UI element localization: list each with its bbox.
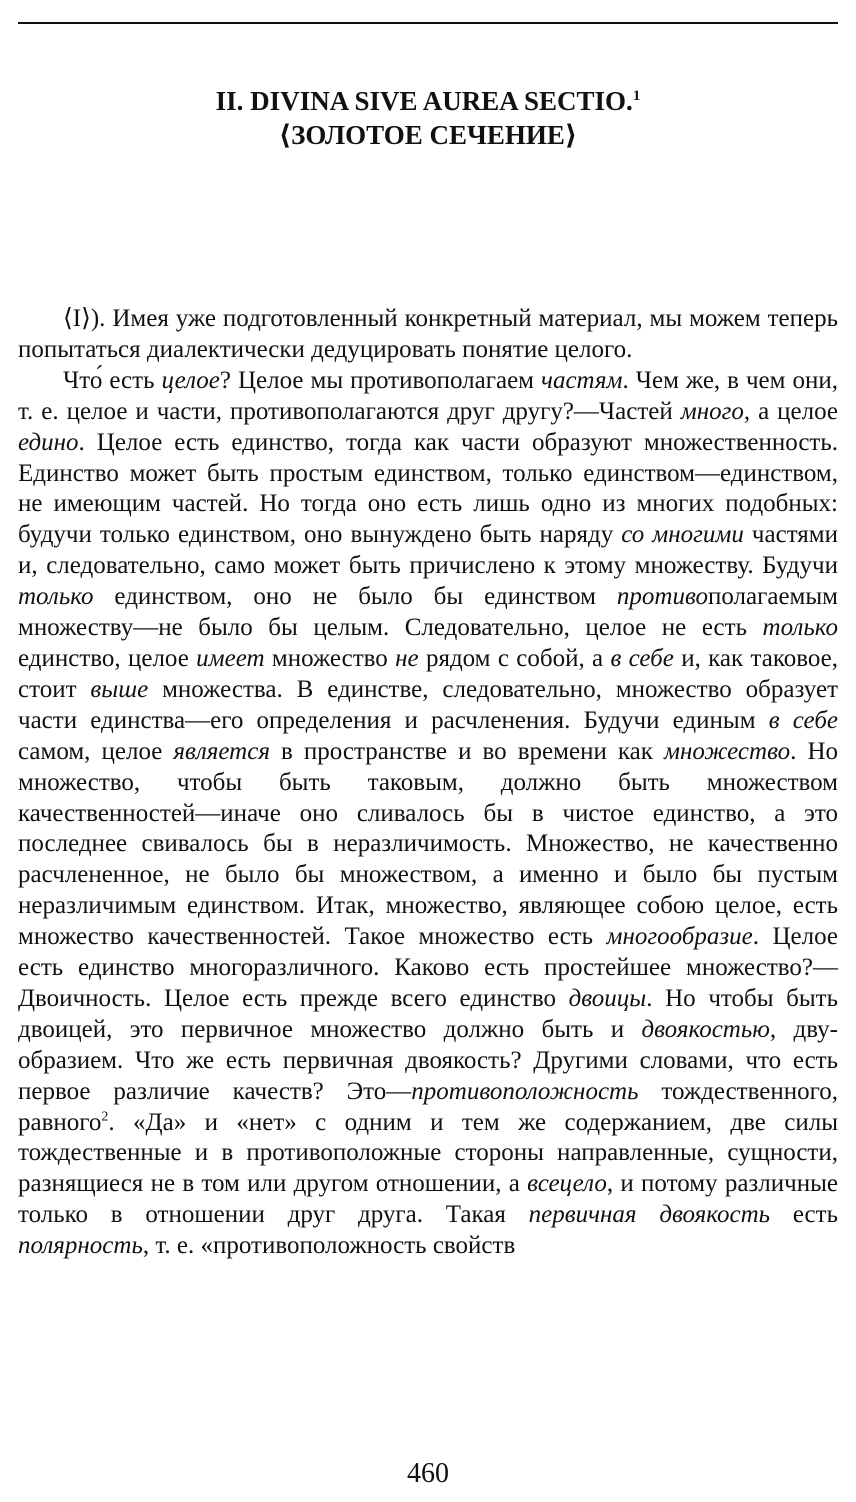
emphasized-text: в себе: [768, 706, 838, 734]
chapter-title-latin: II. DIVINA SIVE AUREA SECTIO.: [215, 86, 633, 116]
text-run: и, как таковое, стоит: [18, 644, 838, 703]
text-run: множество: [264, 644, 396, 672]
emphasized-text: много: [680, 397, 744, 425]
emphasized-text: многообразие: [606, 923, 753, 951]
emphasized-text: выше: [90, 675, 149, 703]
text-run: ⟨I⟩). Имея уже подготовленный конкретный материал, мы можем теперь попытаться диалектически дедуцировать понятие целого.: [18, 305, 838, 363]
emphasized-text: полярность: [18, 1232, 143, 1260]
text-run: . Целое есть единство, тогда как части образуют множественность. Единство может быть простым единством, только единством—единством, не имеющим частей. Но тогда оно есть лишь одно из многих подобных: будучи только единством, оно вынуждено быть наряду: [18, 428, 838, 549]
paragraph: [18, 366, 838, 1262]
emphasized-text: только: [18, 583, 94, 611]
text-run: Что́ есть: [63, 366, 162, 394]
text-run: . Чем же, в чем они, т. е. целое и части, противополагаются друг другу?—Частей: [18, 366, 838, 425]
text-run: . Целое есть единство многоразличного. Каково есть простейшее множество?—Двоичность. Целое есть прежде всего единство: [18, 923, 838, 1012]
text-run: есть: [770, 1201, 838, 1229]
emphasized-text: противоположность: [411, 1077, 639, 1105]
text-run: , дву-образием. Что же есть первичная двоякость? Другими словами, что есть первое различие качеств? Это—: [18, 1015, 838, 1105]
emphasized-text: не: [395, 644, 419, 672]
body-text: [18, 304, 838, 1262]
chapter-title-line2: ⟨ЗОЛОТОЕ СЕЧЕНИЕ⟩: [278, 120, 578, 150]
emphasized-text: множество: [664, 737, 791, 765]
emphasized-text: двоицы: [568, 984, 647, 1012]
chapter-heading: [18, 84, 838, 152]
emphasized-text: первичная двоякость: [528, 1201, 771, 1229]
text-run: . Но множество, чтобы быть таковым, должно быть множеством качественностей—иначе оно сливалось бы в чистое единство, а это последнее свивалось бы в неразличимость. Множество, не качественно расчлененное, не было бы множеством, а именно и было бы пустым неразличимым единством. Итак, множество, являющее собою целое, есть множество качественностей. Такое множество есть: [18, 737, 838, 951]
emphasized-text: в себе: [610, 644, 674, 672]
emphasized-text: имеет: [196, 644, 265, 672]
emphasized-text: двоякостью: [641, 1015, 770, 1043]
top-rule: [18, 22, 838, 24]
text-run: в пространстве и во времени как: [269, 737, 664, 765]
text-run: единством, оно не было бы единством: [93, 583, 617, 611]
emphasized-text: противо: [616, 583, 708, 611]
text-run: множества. В единстве, следовательно, множество образует части единства—его определения и расчленения. Будучи единым: [18, 675, 838, 734]
text-run: тождественного, равного: [18, 1077, 838, 1136]
text-run: единство, целое: [18, 644, 197, 672]
emphasized-text: целое: [161, 366, 220, 394]
text-run: ? Целое мы противополагаем: [219, 366, 542, 394]
chapter-title-line1: [18, 84, 838, 118]
text-run: частями и, следовательно, само может быть причислено к этому множеству. Будучи: [18, 521, 838, 580]
emphasized-text: только: [762, 614, 838, 642]
text-run: . Но чтобы быть двоицей, это первичное множество должно быть и: [18, 984, 838, 1043]
text-run: , и потому различные только в отношении друг друга. Такая: [18, 1170, 838, 1229]
text-run: , а целое: [743, 397, 838, 425]
emphasized-text: едино: [18, 428, 79, 456]
text-run: , т. е. «противоположность свойств: [142, 1232, 516, 1260]
emphasized-text: со многими: [621, 521, 744, 549]
footnote-mark: 1: [632, 88, 641, 104]
footnote-mark: 2: [101, 1109, 109, 1125]
text-run: . «Да» и «нет» с одним и тем же содержанием, две силы тождественные и в противоположные стороны направленные, сущности, разнящиеся не в том или другом отношении, а: [18, 1108, 838, 1198]
text-run: рядом с собой, а: [418, 644, 611, 672]
emphasized-text: частям: [541, 366, 623, 394]
emphasized-text: всецело: [527, 1170, 607, 1198]
text-run: самом, целое: [18, 737, 174, 765]
text-run: полагаемым множеству—не было бы целым. Следовательно, целое не есть: [18, 583, 838, 642]
emphasized-text: является: [173, 737, 270, 765]
page-number: 460: [407, 1458, 449, 1489]
paragraph: [18, 304, 838, 366]
